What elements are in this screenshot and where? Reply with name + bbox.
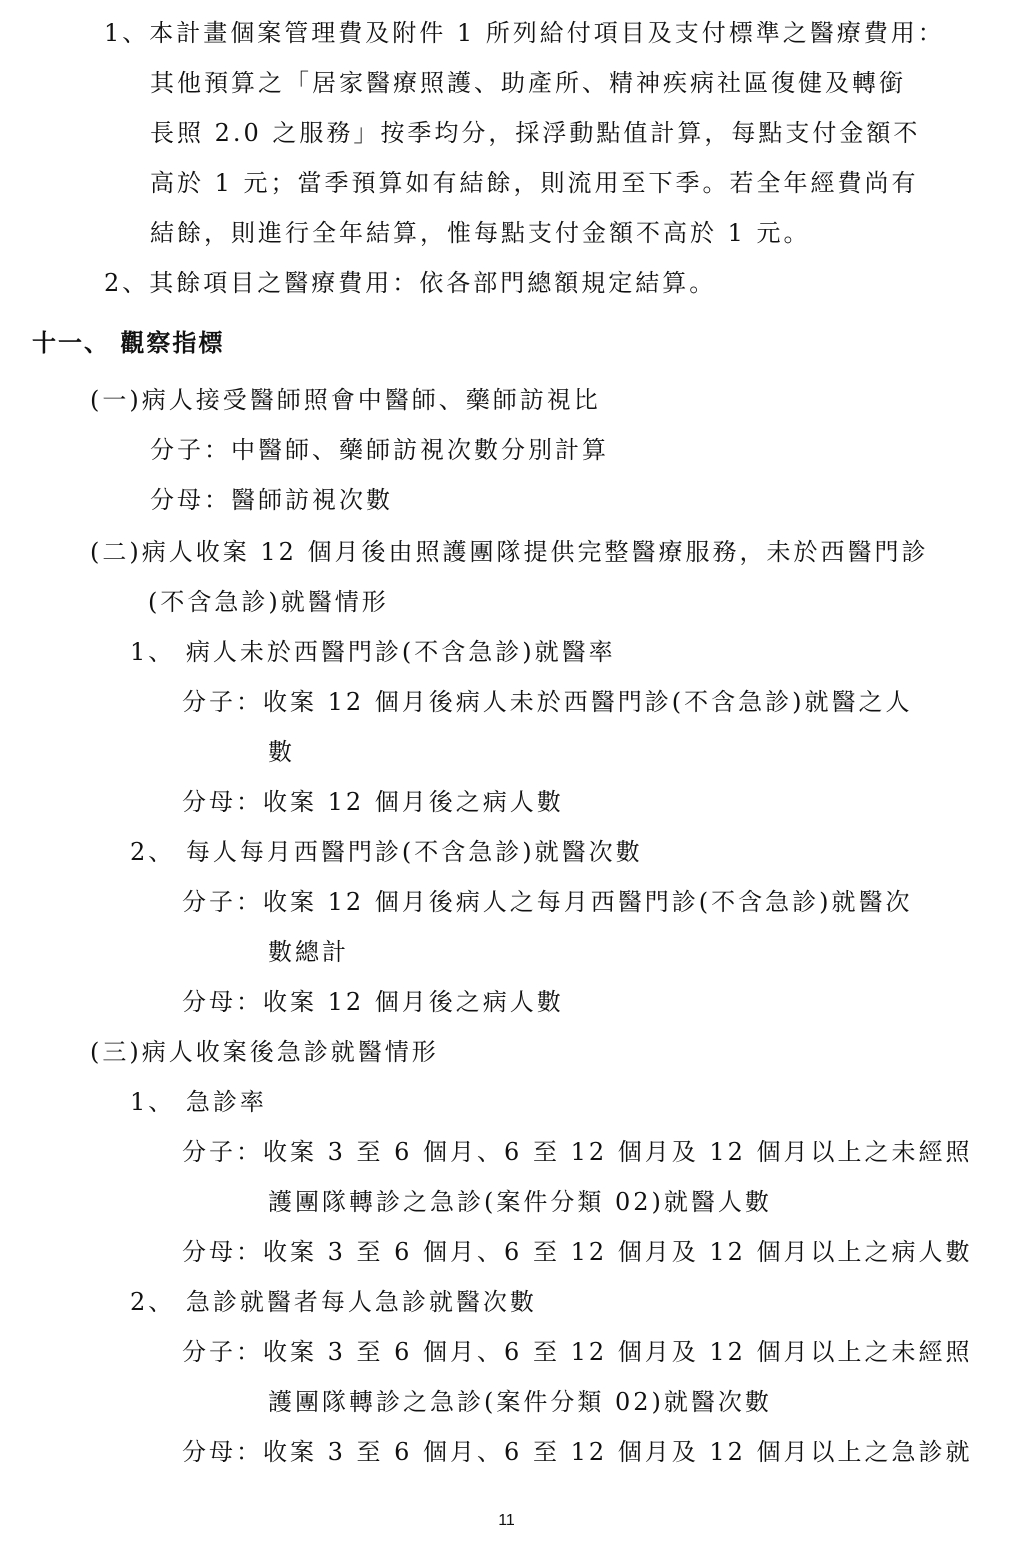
payment-item-1-line-4: 高於 1 元；當季預算如有結餘，則流用至下季。若全年經費尚有	[150, 169, 919, 197]
indicator-3-1-title: 1、 急診率	[130, 1088, 267, 1116]
indicator-3-2-numerator-line-2: 護團隊轉診之急診(案件分類 02)就醫次數	[268, 1388, 772, 1416]
indicator-3-title: (三)病人收案後急診就醫情形	[90, 1038, 439, 1066]
indicator-3-2-denominator: 分母：收案 3 至 6 個月、6 至 12 個月及 12 個月以上之急診就	[182, 1438, 973, 1466]
indicator-2-title-line-1: (二)病人收案 12 個月後由照護團隊提供完整醫療服務，未於西醫門診	[90, 538, 929, 566]
indicator-2-1-numerator-line-2: 數	[268, 738, 295, 766]
indicator-1-title: (一)病人接受醫師照會中醫師、藥師訪視比	[90, 386, 601, 414]
payment-item-1-line-3: 長照 2.0 之服務」按季均分，採浮動點值計算，每點支付金額不	[150, 119, 921, 147]
payment-item-1-line-5: 結餘，則進行全年結算，惟每點支付金額不高於 1 元。	[150, 219, 811, 247]
indicator-2-2-title: 2、 每人每月西醫門診(不含急診)就醫次數	[130, 838, 643, 866]
payment-item-1-line-2: 其他預算之「居家醫療照護、助產所、精神疾病社區復健及轉銜	[150, 69, 906, 97]
indicator-2-1-title: 1、 病人未於西醫門診(不含急診)就醫率	[130, 638, 616, 666]
indicator-1-denominator: 分母：醫師訪視次數	[150, 486, 393, 514]
indicator-3-1-numerator-line-2: 護團隊轉診之急診(案件分類 02)就醫人數	[268, 1188, 772, 1216]
page-number: 11	[498, 1512, 515, 1529]
indicator-3-1-denominator: 分母：收案 3 至 6 個月、6 至 12 個月及 12 個月以上之病人數	[182, 1238, 973, 1266]
indicator-2-title-line-2: (不含急診)就醫情形	[148, 588, 389, 616]
indicator-2-1-denominator: 分母：收案 12 個月後之病人數	[182, 788, 564, 816]
indicator-3-1-numerator-line-1: 分子：收案 3 至 6 個月、6 至 12 個月及 12 個月以上之未經照	[182, 1138, 973, 1166]
indicator-3-2-numerator-line-1: 分子：收案 3 至 6 個月、6 至 12 個月及 12 個月以上之未經照	[182, 1338, 973, 1366]
indicator-2-2-denominator: 分母：收案 12 個月後之病人數	[182, 988, 564, 1016]
indicator-3-2-title: 2、 急診就醫者每人急診就醫次數	[130, 1288, 537, 1316]
indicator-2-2-numerator-line-1: 分子：收案 12 個月後病人之每月西醫門診(不含急診)就醫次	[182, 888, 913, 916]
payment-item-2: 2、其餘項目之醫療費用：依各部門總額規定結算。	[104, 269, 717, 297]
section-heading: 十一、 觀察指標	[32, 329, 225, 357]
payment-item-1-line-1: 1、本計畫個案管理費及附件 1 所列給付項目及支付標準之醫療費用：	[104, 19, 945, 47]
indicator-2-1-numerator-line-1: 分子：收案 12 個月後病人未於西醫門診(不含急診)就醫之人	[182, 688, 913, 716]
indicator-2-2-numerator-line-2: 數總計	[268, 938, 349, 966]
indicator-1-numerator: 分子：中醫師、藥師訪視次數分別計算	[150, 436, 609, 464]
